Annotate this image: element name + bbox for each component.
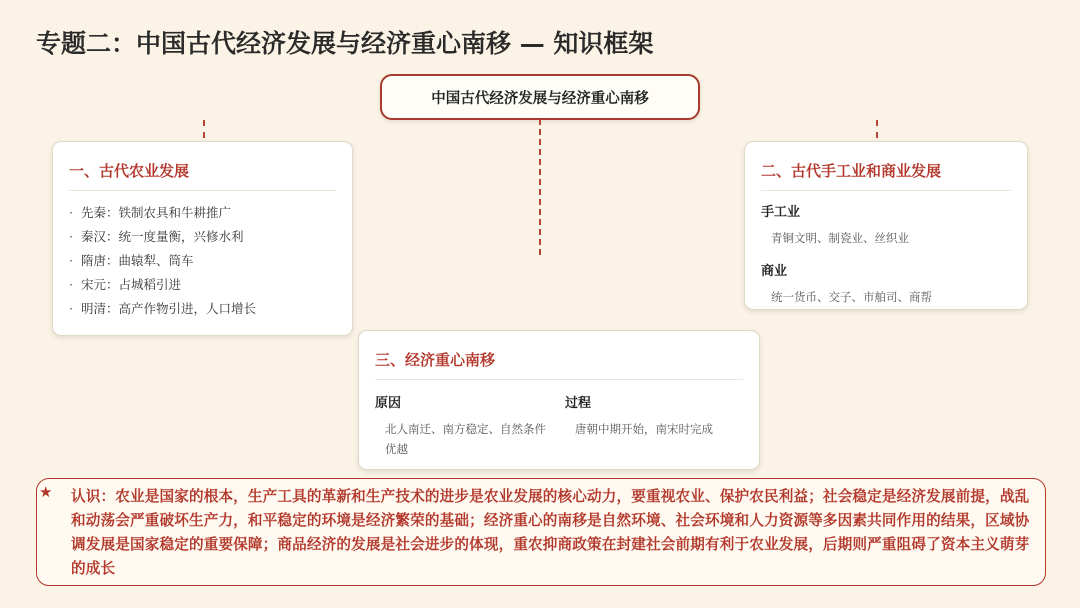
- list-item: · 先秦：铁制农具和牛耕推广: [69, 205, 232, 220]
- insight-box: [36, 478, 1046, 586]
- commerce-heading: 商业: [761, 264, 788, 279]
- list-item: · 隋唐：曲辕犁、筒车: [69, 253, 194, 268]
- connector-right: [876, 120, 878, 138]
- economic-shift-card: [358, 330, 760, 470]
- handicraft-commerce-card: [744, 141, 1028, 310]
- list-item: · 明清：高产作物引进，人口增长: [69, 301, 257, 316]
- handicraft-heading: 手工业: [761, 205, 801, 220]
- agriculture-card: [52, 141, 353, 336]
- process-heading: 过程: [565, 396, 592, 411]
- agriculture-card-title: 一、古代农业发展: [69, 160, 336, 191]
- connector-left: [203, 120, 205, 138]
- list-item: · 宋元：占城稻引进: [69, 277, 182, 292]
- handicraft-commerce-card-title: 二、古代手工业和商业发展: [761, 160, 1011, 191]
- cause-text: 北人南迁、南方稳定、自然条件优越: [385, 422, 546, 456]
- handicraft-text: 青铜文明、制瓷业、丝织业: [771, 231, 909, 245]
- commerce-text: 统一货币、交子、市舶司、商帮: [771, 290, 932, 304]
- central-topic-node: 中国古代经济发展与经济重心南移: [380, 74, 700, 120]
- page-title: 专题二：中国古代经济发展与经济重心南移 — 知识框架: [36, 29, 654, 58]
- process-text: 唐朝中期开始，南宋时完成: [575, 422, 713, 436]
- economic-shift-card-title: 三、经济重心南移: [375, 349, 743, 380]
- list-item: · 秦汉：统一度量衡，兴修水利: [69, 229, 244, 244]
- connector-center: [539, 119, 541, 255]
- insight-text: 认识：农业是国家的根本，生产工具的革新和生产技术的进步是农业发展的核心动力，要重视农业、保护农民利益；社会稳定是经济发展前提，战乱和动荡会严重破坏生产力，和平稳定的环境是经济繁荣的基础；经济重心的南移是自然环境、社会环境和人力资源等多因素共同作用的结果，区域协调发展是国家稳定的重要保障；商品经济的发展是社会进步的体现，重农抑商政策在封建社会前期有利于农业发展，后期则严重阻碍了资本主义萌芽的成长: [71, 488, 1030, 577]
- star-icon: ★: [39, 483, 53, 501]
- cause-heading: 原因: [375, 396, 402, 411]
